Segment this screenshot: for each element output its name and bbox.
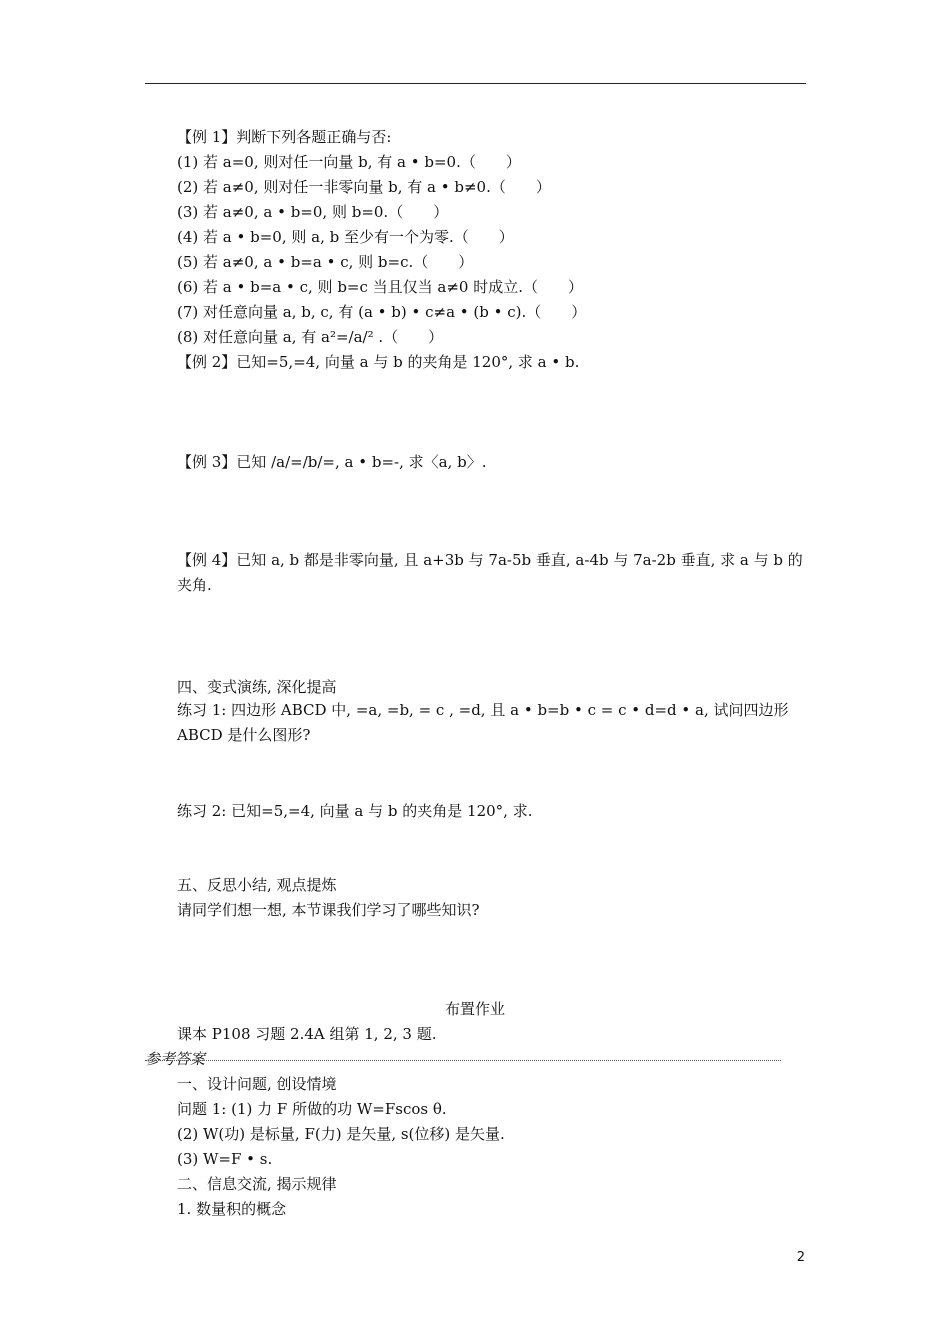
header-rule: [145, 83, 806, 84]
answer-label: 参考答案: [145, 1050, 206, 1068]
example-1-item-4: (4) 若 a • b=0, 则 a, b 至少有一个为零.（ ）: [177, 228, 514, 246]
example-1-item-8: (8) 对任意向量 a, 有 a²=/a/² .（ ）: [177, 328, 444, 346]
example-4: 【例 4】已知 a, b 都是非零向量, 且 a+3b 与 7a-5b 垂直, a-4b 与 7a-2b 垂直, 求 a 与 b 的夹角.: [177, 551, 803, 594]
section-4-heading: 四、变式演练, 深化提高: [177, 678, 337, 696]
example-1-item-6: (6) 若 a • b=a • c, 则 b=c 当且仅当 a≠0 时成立.（ ）: [177, 278, 584, 296]
example-1-title: 【例 1】判断下列各题正确与否:: [177, 128, 392, 146]
homework-heading: 布置作业: [444, 1000, 505, 1018]
exercise-1: 练习 1: 四边形 ABCD 中, =a, =b, = c , =d, 且 a • b=b • c = c • d=d • a, 试问四边形 ABCD 是什么图形?: [177, 701, 789, 744]
homework-text: 课本 P108 习题 2.4A 组第 1, 2, 3 题.: [177, 1025, 437, 1043]
page-number: 2: [796, 1250, 805, 1265]
concept-heading: 1. 数量积的概念: [177, 1200, 287, 1218]
example-2: 【例 2】已知=5,=4, 向量 a 与 b 的夹角是 120°, 求 a • b.: [177, 353, 580, 371]
answer-section-1-heading: 一、设计问题, 创设情境: [177, 1075, 337, 1093]
answer-section-2-heading: 二、信息交流, 揭示规律: [177, 1175, 337, 1193]
example-1-item-1: (1) 若 a=0, 则对任一向量 b, 有 a • b=0.（ ）: [177, 153, 521, 171]
example-1-item-3: (3) 若 a≠0, a • b=0, 则 b=0.（ ）: [177, 203, 449, 221]
section-5-heading: 五、反思小结, 观点提炼: [177, 876, 337, 894]
answer-question-1: 问题 1: (1) 力 F 所做的功 W=Fscos θ.: [177, 1100, 447, 1118]
dotted-separator: [145, 1060, 781, 1061]
answer-question-1-part-3: (3) W=F • s.: [177, 1150, 273, 1168]
example-1-item-2: (2) 若 a≠0, 则对任一非零向量 b, 有 a • b≠0.（ ）: [177, 178, 551, 196]
example-3: 【例 3】已知 /a/=/b/=, a • b=-, 求〈a, b〉.: [177, 453, 487, 471]
reflection-question: 请同学们想一想, 本节课我们学习了哪些知识?: [177, 901, 480, 919]
exercise-2: 练习 2: 已知=5,=4, 向量 a 与 b 的夹角是 120°, 求.: [177, 802, 533, 820]
example-1-item-5: (5) 若 a≠0, a • b=a • c, 则 b=c.（ ）: [177, 253, 474, 271]
answer-question-1-part-2: (2) W(功) 是标量, F(力) 是矢量, s(位移) 是矢量.: [177, 1125, 505, 1143]
example-1-item-7: (7) 对任意向量 a, b, c, 有 (a • b) • c≠a • (b • c).（ ）: [177, 303, 587, 321]
